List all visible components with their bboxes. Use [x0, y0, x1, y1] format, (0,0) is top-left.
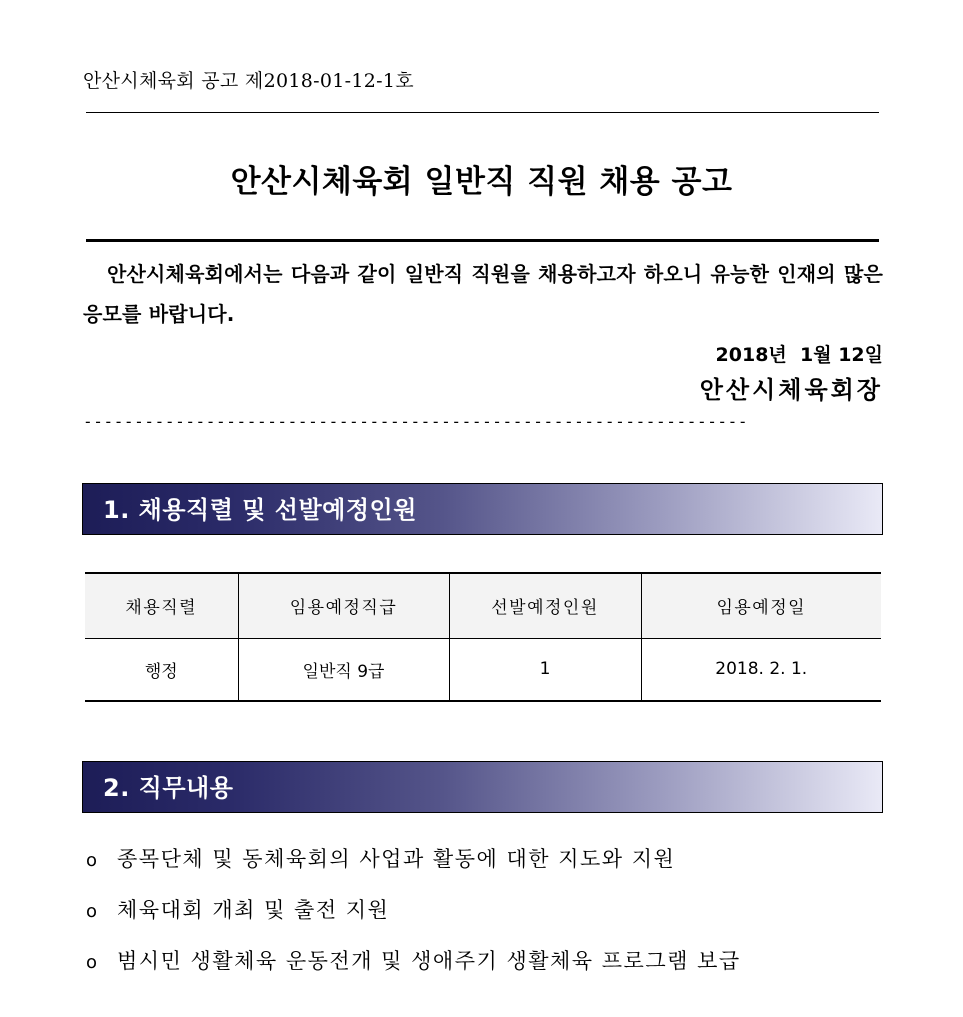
duty-text: 범시민 생활체육 운동전개 및 생애주기 생활체육 프로그램 보급 — [117, 949, 741, 973]
notice-number: 안산시체육회 공고 제2018-01-12-1호 — [83, 70, 414, 92]
section-header-duties: 2. 직무내용 — [82, 761, 883, 813]
signer-name: 안산시체육회장 — [699, 376, 883, 404]
dashed-divider: ----------------------------------------------------------------- — [83, 412, 749, 431]
cell-start-date: 2018. 2. 1. — [641, 638, 881, 701]
intro-paragraph — [83, 254, 883, 334]
cell-series: 행정 — [144, 661, 178, 682]
intro-text: 안산시체육회에서는 다음과 같이 일반직 직원을 채용하고자 하오니 유능한 인재의 많은 응모를 바랍니다. — [83, 262, 883, 326]
header-cell-start-date: 임용예정일 — [641, 573, 881, 638]
duty-text: 체육대회 개최 및 출전 지원 — [117, 898, 390, 922]
document-title: 안산시체육회 일반직 직원 채용 공고 — [230, 164, 733, 200]
section-header-recruitment: 1. 채용직렬 및 선발예정인원 — [82, 483, 883, 535]
bullet-icon: o — [86, 850, 99, 871]
bullet-icon: o — [86, 901, 99, 922]
list-item — [86, 938, 741, 989]
header-cell-grade: 임용예정직급 — [238, 573, 449, 638]
duty-list — [86, 836, 741, 989]
list-item — [86, 887, 741, 938]
table-row — [85, 638, 881, 701]
header-cell-series: 채용직렬 — [125, 598, 198, 619]
header-divider — [86, 112, 879, 113]
recruitment-table — [85, 572, 881, 702]
table-header-row — [85, 573, 881, 638]
bullet-icon: o — [86, 952, 99, 973]
header-cell-headcount: 선발예정인원 — [449, 573, 641, 638]
cell-headcount: 1 — [449, 638, 641, 701]
notice-date: 2018년 1월 12일 — [715, 344, 883, 366]
cell-grade: 일반직 9급 — [238, 638, 449, 701]
title-divider — [86, 239, 879, 242]
duty-text: 종목단체 및 동체육회의 사업과 활동에 대한 지도와 지원 — [117, 847, 676, 871]
list-item — [86, 836, 741, 887]
